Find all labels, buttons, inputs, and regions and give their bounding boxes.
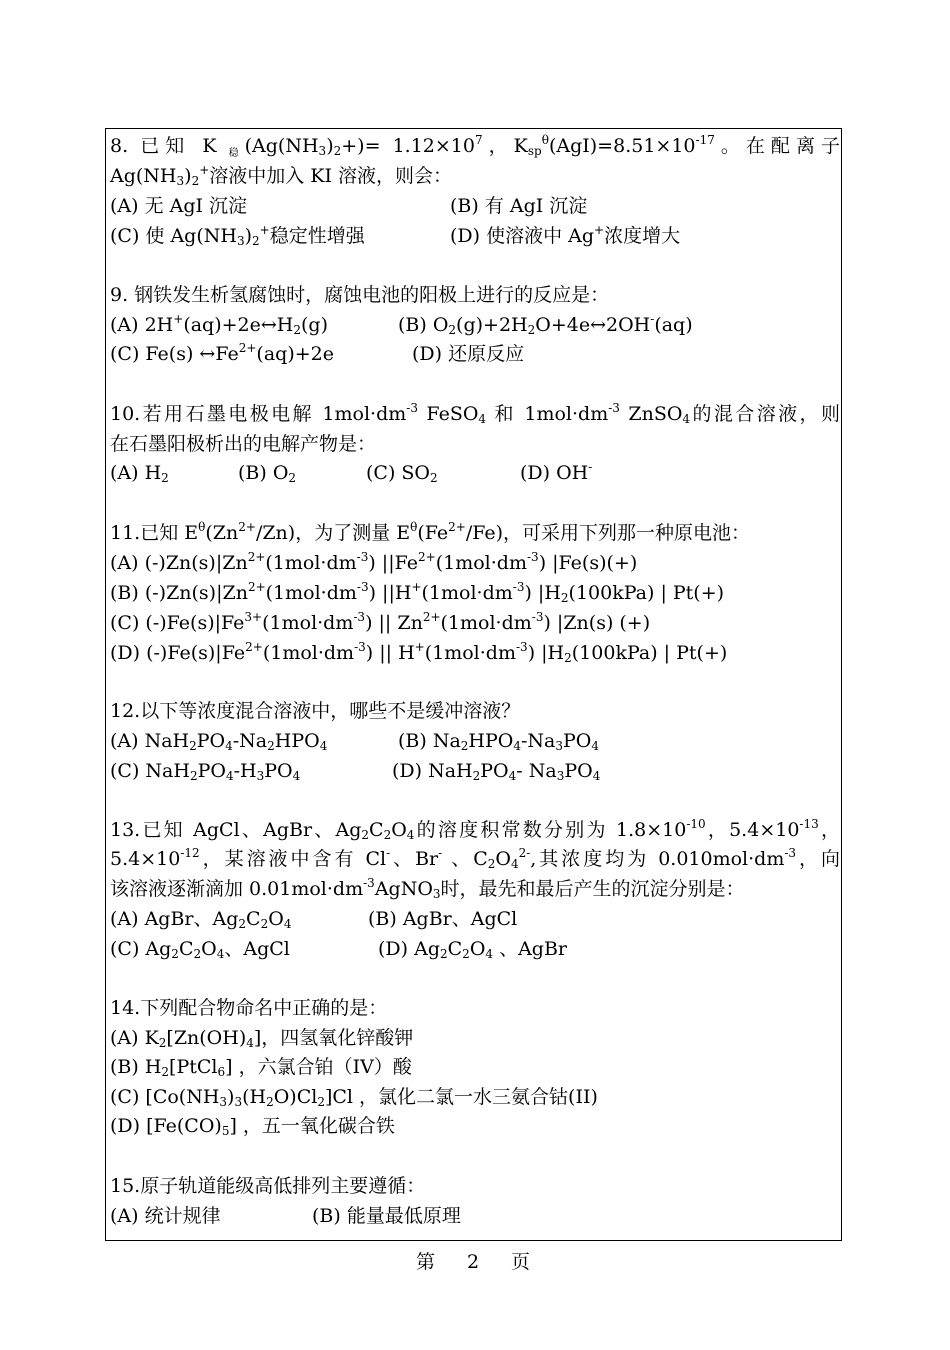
q12-option-b: (B) $Na_2HPO_4-Na_3PO_4$ [398, 730, 600, 753]
q9-option-d: (D) 还原反应 [412, 343, 525, 365]
q15-option-a: (A) 统计规律 [110, 1205, 221, 1227]
q11-option-b: (B) $(-)Zn(s)|Zn^{2+}(1mol\cdot dm^{-3})$ $||H^+(1mol\cdot dm^{-3})$ $|H_2(100kPa)$ | Pt(+) [110, 580, 725, 605]
q9-option-b: (B) $O_2(g)+2H_2O+4e\leftrightarrow 2OH^-(aq)$ [398, 312, 693, 337]
q14-option-c: (C) $[Co(NH_3)_3(H_2O)Cl_2]Cl$ ，氯化二氯一水三氨合钴(II) [110, 1086, 598, 1109]
q11-option-a: (A) $(-)Zn(s)|Zn^{2+}(1mol\cdot dm^{-3})$ $||Fe^{2+}(1mol\cdot dm^{-3})$ |Fe(s)(+) [110, 550, 638, 574]
q14-option-d: (D) $[Fe(CO)_5]$ ，五一氧化碳合铁 [110, 1115, 395, 1138]
q13-option-a: (A) AgBr、$Ag_2C_2O_4$ [110, 908, 292, 931]
q14-option-b: (B) $H_2[PtCl_6]$ ，六氯合铂（IV）酸 [110, 1056, 412, 1079]
q11-option-d: (D) $(-)Fe(s)|Fe^{2+}(1mol\cdot dm^{-3})$ || $H^+(1mol\cdot dm^{-3})$ $|H_2(100kPa)$ | Pt(+) [110, 640, 728, 665]
q8-option-d: (D) 使溶液中 Ag+浓度增大 [450, 223, 681, 247]
page-number-footer: 第 2 页 [415, 1251, 535, 1273]
q8-stem-line2: $Ag(NH_3)_2^+$溶液中加入 KI 溶液，则会： [110, 163, 453, 188]
q13-option-b: (B) AgBr、AgCl [368, 908, 518, 930]
page-number: 2 [466, 1251, 484, 1273]
q8-option-a: (A) 无 AgI 沉淀 [110, 195, 248, 217]
q15-stem: 15.原子轨道能级高低排列主要遵循： [110, 1175, 426, 1197]
q10-stem-line1: 10.若用石墨电极电解 $1mol\cdot dm^{-3}$ FeSO$_4$ 和 $1mol\cdot dm^{-3}$ ZnSO$_4$的混合溶液，则 [110, 401, 840, 426]
q13-stem-line2: $5.4\times 10^{-12}$，某溶液中含有 Cl-、Br- 、$C_2O_4^{2-}$,其浓度均为 $0.010mol\cdot dm^{-3}$，向 [110, 846, 840, 871]
q10-option-d: (D) OH- [520, 460, 593, 484]
q11-stem: 11.已知 $E^\theta(Zn^{2+}/Zn)$，为了测量 $E^\theta(Fe^{2+}/Fe)$，可采用下列那一种原电池： [110, 520, 751, 544]
q15-option-b: (B) 能量最低原理 [312, 1205, 461, 1227]
q9-stem: 9. 钢铁发生析氢腐蚀时，腐蚀电池的阳极上进行的反应是： [110, 284, 610, 306]
q13-option-c: (C) $Ag_2C_2O_4$、AgCl [110, 938, 290, 961]
q8-stem-line1: 8. 已知 K $_稳(Ag(NH_3)_2+)= 1.12\times 10^7$，$K_{sp}^\theta(AgI)=8.51\times 10^{-17}$。在配离子 [110, 133, 840, 159]
q10-option-b: (B) $O_2$ [238, 462, 297, 485]
q12-stem: 12.以下等浓度混合溶液中，哪些不是缓冲溶液？ [110, 700, 521, 722]
q8-option-c: (C) 使 $Ag(NH_3)_2^+$稳定性增强 [110, 223, 365, 248]
q12-option-d: (D) $NaH_2PO_4-$ $Na_3PO_4$ [392, 760, 601, 783]
q13-option-d: (D) $Ag_2C_2O_4$ 、AgBr [378, 938, 567, 961]
q14-stem: 14.下列配合物命名中正确的是： [110, 997, 388, 1019]
q12-option-c: (C) $NaH_2PO_4-H_3PO_4$ [110, 760, 301, 783]
q10-option-a: (A) $H_2$ [110, 462, 169, 485]
q8-option-b: (B) 有 AgI 沉淀 [450, 195, 588, 217]
q14-option-a: (A) $K_2[Zn(OH)_4]$，四氢氧化锌酸钾 [110, 1027, 414, 1050]
q9-option-c: (C) Fe(s) $\leftrightarrow Fe^{2+}(aq)+2e$ [110, 341, 334, 365]
q12-option-a: (A) $NaH_2PO_4-Na_2HPO_4$ [110, 730, 328, 753]
q13-stem-line1: 13.已知 AgCl、AgBr、$Ag_2C_2O_4$的溶度积常数分别为 $1.8\times 10^{-10}$，$5.4\times 10^{-13}$， [110, 817, 840, 842]
q10-option-c: (C) $SO_2$ [366, 462, 438, 485]
q9-option-a: (A) $2H^+(aq)+2e\leftrightarrow H_2(g)$ [110, 312, 329, 337]
q13-stem-line3: 该溶液逐渐滴加 $0.01mol\cdot dm^{-3}AgNO_3$时，最先和最后产生的沉淀分别是： [110, 876, 745, 901]
q11-option-c: (C) $(-)Fe(s)|Fe^{3+}(1mol\cdot dm^{-3})$ || $Zn^{2+}(1mol\cdot dm^{-3})$ |Zn(s) (+) [110, 610, 651, 634]
q10-stem-line2: 在石墨阳极析出的电解产物是： [110, 433, 377, 455]
